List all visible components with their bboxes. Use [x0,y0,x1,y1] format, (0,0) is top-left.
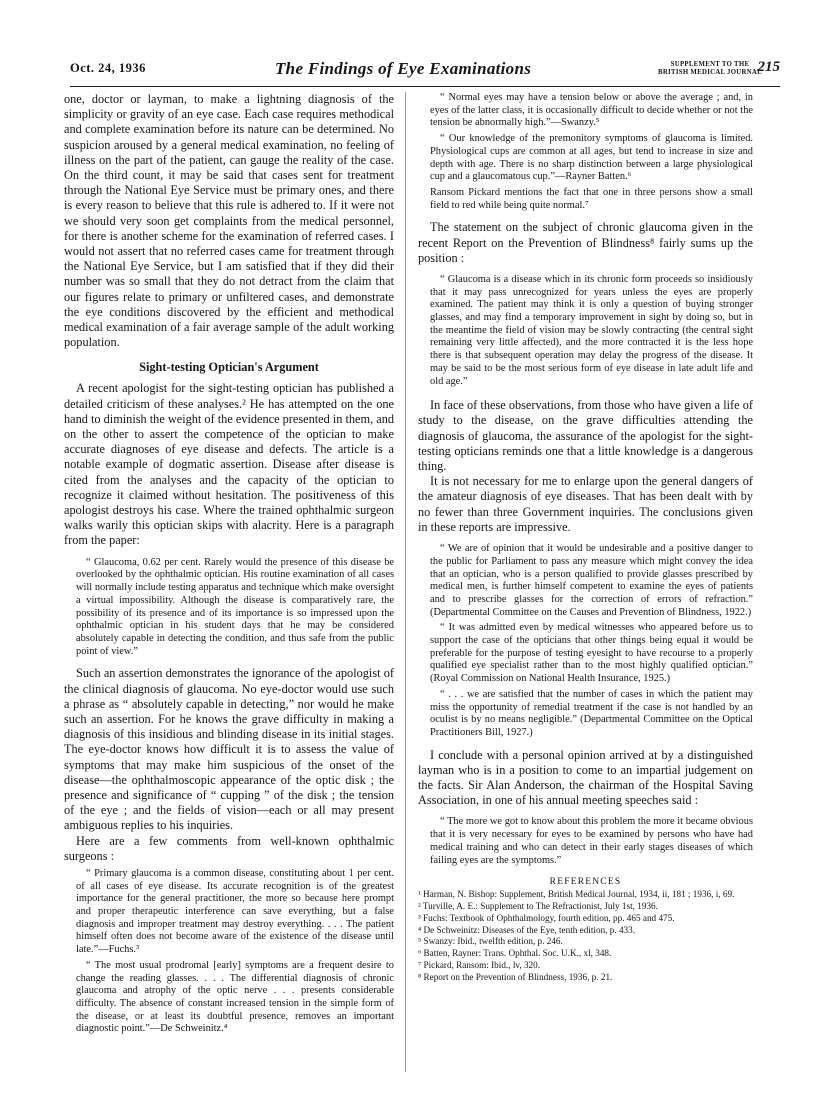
paragraph: one, doctor or layman, to make a lightning diagnosis of the simplicity or gravity of an eye case. Each case requires methodical and complete examination before its nature can be determined. No suspicion aroused by a general medical examination, no feeling of illness on the part of the patient, can gauge the reality of the case. On the third count, it may be said that cases sent for treatment through the National Eye Service must be primary ones, and there is every reason to believe that this rule is adhered to. If it were not we should very soon get complaints from the medical personnel, for there is another scheme for the examination of referred cases. I would not assert that no referred cases came for treatment through the National Eye Service, but I am satisfied that if they did their number was so small that they do not detract from the claim that our figures relate to primary or unfiltered cases, and demonstrate the eye conditions discovered by the efficient and methodical medical examination of a fair average sample of the adult working population. [64,92,394,350]
block-quote: “ We are of opinion that it would be undesirable and a positive danger to the public for Parliament to pass any measure which might convey the idea that an optician, who is a person qualified to provide glasses prescribed by medical men, is further himself competent to examine the eyes of patients and to prescribe glasses for the correction of errors of refraction.” (Departmental Committee on the Causes and Prevention of Blindness, 1922.) [430,543,753,618]
issue-date: Oct. 24, 1936 [70,61,146,75]
paragraph: A recent apologist for the sight-testing optician has published a detailed criticism of these analyses.² He has attempted on the one hand to diminish the weight of the evidence presented in them, and on the other to assert the competence of the optician to make accurate diagnoses of eye disease and defects. The article is a notable example of dogmatic assertion. Disease after disease is cited from the analyses and the capacity of the optician to recognize it claimed without hesitation. The positiveness of this apologist destroys his case. Where the trained ophthalmic surgeon walks warily this optician skips with alacrity. Here is a paragraph from the paper: [64,381,394,548]
reference-item: ⁸ Report on the Prevention of Blindness, 1936, p. 21. [418,971,613,982]
paragraph: Such an assertion demonstrates the ignorance of the apologist of the clinical diagnosis of glaucoma. No eye-doctor would use such a phrase as “ absolutely capable in detecting,” nor would he make such an assertion. For he knows the grave difficulty in making a diagnosis of this insidious and blinding disease in its initial stages. The eye-doctor knows how difficult it is to assess the value of symptoms that may make him suspicious of the onset of the disease—the ophthalmoscopic appearance of the optic disk ; the presence and significance of “ cupping ” of the disk ; the tension of the eye ; and the fields of vision—each or all may present ambiguous replies to his inquiries. [64,666,394,833]
paragraph: In face of these observations, from those who have given a life of study to the disease, on the grave difficulties attending the diagnosis of glaucoma, the assurance of the apologist for the sight-testing opticians reminds one that a little knowledge is a dangerous thing. [418,398,753,474]
reference-item: ³ Fuchs: Textbook of Ophthalmology, fourth edition, pp. 465 and 475. [418,912,675,923]
block-quote: “ It was admitted even by medical witnesses who appeared before us to support the case of the opticians that other things being equal it would be preferable for the purpose of testing eyesight to have recourse to a properly qualified eye specialist rather than to the most highly qualified optician.” (Royal Commission on National Health Insurance, 1925.) [430,622,753,685]
paragraph: It is not necessary for me to enlarge upon the general dangers of the amateur diagnosis of eye diseases. That has been dealt with by no fewer than three Government inquiries. The conclusions given in these reports are impressive. [418,474,753,534]
block-quote: “ Our knowledge of the premonitory symptoms of glaucoma is limited. Physiological cups are common at all ages, but tend to increase in size and depth with age. There is no sharp distinction between a large physiological cup and a glaucomatous cup.”—Rayner Batten.⁶ [430,133,753,183]
block-quote: Ransom Pickard mentions the fact that one in three persons show a small field to red while being quite normal.⁷ [430,186,753,211]
block-quote: “ Primary glaucoma is a common disease, constituting about 1 per cent. of all cases of eye disease. Its accurate recognition is of the greatest importance for the general practitioner, the more so because here prompt and proper therapeutic interference can save everything, but a false diagnosis and improper treatment may destroy everything. . . . The patient himself often does not become aware of the existence of the disease until late.”—Fuchs.³ [76,867,394,956]
running-header [70,58,780,87]
block-quote: “ Glaucoma is a disease which in its chronic form proceeds so insidiously that it may pass unrecognized for years unless the eyes are properly examined. The patient may think it is only a question of buying stronger glasses, and may find a temporary improvement in sight by doing so, but in the meantime the field of vision may be slowly contracting (the central sight remaining very little affected), and the more contracted it is the less hope there is that subsequent operation may delay the progress of the disease. It may be said to be the most serious form of eye disease in late adult life and old age.” [430,273,753,387]
paragraph: The statement on the subject of chronic glaucoma given in the recent Report on the Prevention of Blindness⁸ fairly sums up the position : [418,220,753,265]
reference-item: ⁵ Swanzy: Ibid., twelfth edition, p. 246. [418,936,563,947]
reference-item: ¹ Harman, N. Bishop: Supplement, British Medical Journal, 1934, ii, 181 ; 1936, i, 69. [418,889,735,900]
supplement-label [658,61,762,77]
block-quote: “ Glaucoma, 0.62 per cent. Rarely would the presence of this disease be overlooked by the ophthalmic optician. His routine examination of all cases will normally include testing apparatus and technique which make oversight a virtual impossibility. Although the disease is comparatively rare, the possibility of its presence and of its importance is so impressed upon the ophthalmic optician in his student days that he may be considered absolutely capable in detecting the condition, and thus safe from the public point of view.” [76,556,394,657]
supplement-line-2: BRITISH MEDICAL JOURNAL [658,69,762,76]
references-list [418,889,753,983]
block-quote: “ The most usual prodromal [early] symptoms are a frequent desire to change the reading glasses. . . . The differential diagnosis of chronic glaucoma and atrophy of the optic nerve . . . presents considerable difficulty. The absence of constant increased tension in the simple form of the disease, or at least its doubtful presence, removes an important diagnostic point.”—De Schweinitz.⁴ [76,959,394,1035]
column-divider [405,92,406,1072]
page-number: 215 [757,59,780,75]
reference-item: ⁶ Batten, Rayner: Trans. Ophthal. Soc. U.K., xl, 348. [418,948,612,959]
section-heading: Sight-testing Optician's Argument [139,360,319,375]
references-heading: REFERENCES [549,877,622,888]
block-quote: “ The more we got to know about this problem the more it became obvious that it is very necessary for eyes to be examined by persons who have had medical training and who can detect in their early stages diseases of which failing eyes are the symptoms.” [430,816,753,866]
running-title: The Findings of Eye Examinations [275,59,532,78]
reference-item: ² Turville, A. E.: Supplement to The Refractionist, July 1st, 1936. [418,901,658,912]
reference-item: ⁷ Pickard, Ransom: Ibid., lv, 320. [418,960,541,971]
reference-item: ⁴ De Schweinitz: Diseases of the Eye, tenth edition, p. 433. [418,924,636,935]
right-column [418,92,753,984]
paragraph: I conclude with a personal opinion arrived at by a distinguished layman who is in a position to come to an impartial judgement on the facts. Sir Alan Anderson, the chairman of the Hospital Saving Association, in one of his annual meeting speeches said : [418,747,753,808]
block-quote: “ . . . we are satisfied that the number of cases in which the patient may miss the opportunity of remedial treatment if the case is not handled by an oculist is by no means negligible.” (Departmental Committee on the Optical Practitioners Bill, 1927.) [430,688,753,738]
left-column [64,92,394,1036]
paragraph: Here are a few comments from well-known ophthalmic surgeons : [64,833,394,863]
supplement-line-1: SUPPLEMENT TO THE [670,61,750,68]
block-quote: “ Normal eyes may have a tension below or above the average ; and, in eyes of the latter class, it is occasionally difficult to decide whether or not the tension be abnormally high.”—Swanzy.⁵ [430,92,753,129]
